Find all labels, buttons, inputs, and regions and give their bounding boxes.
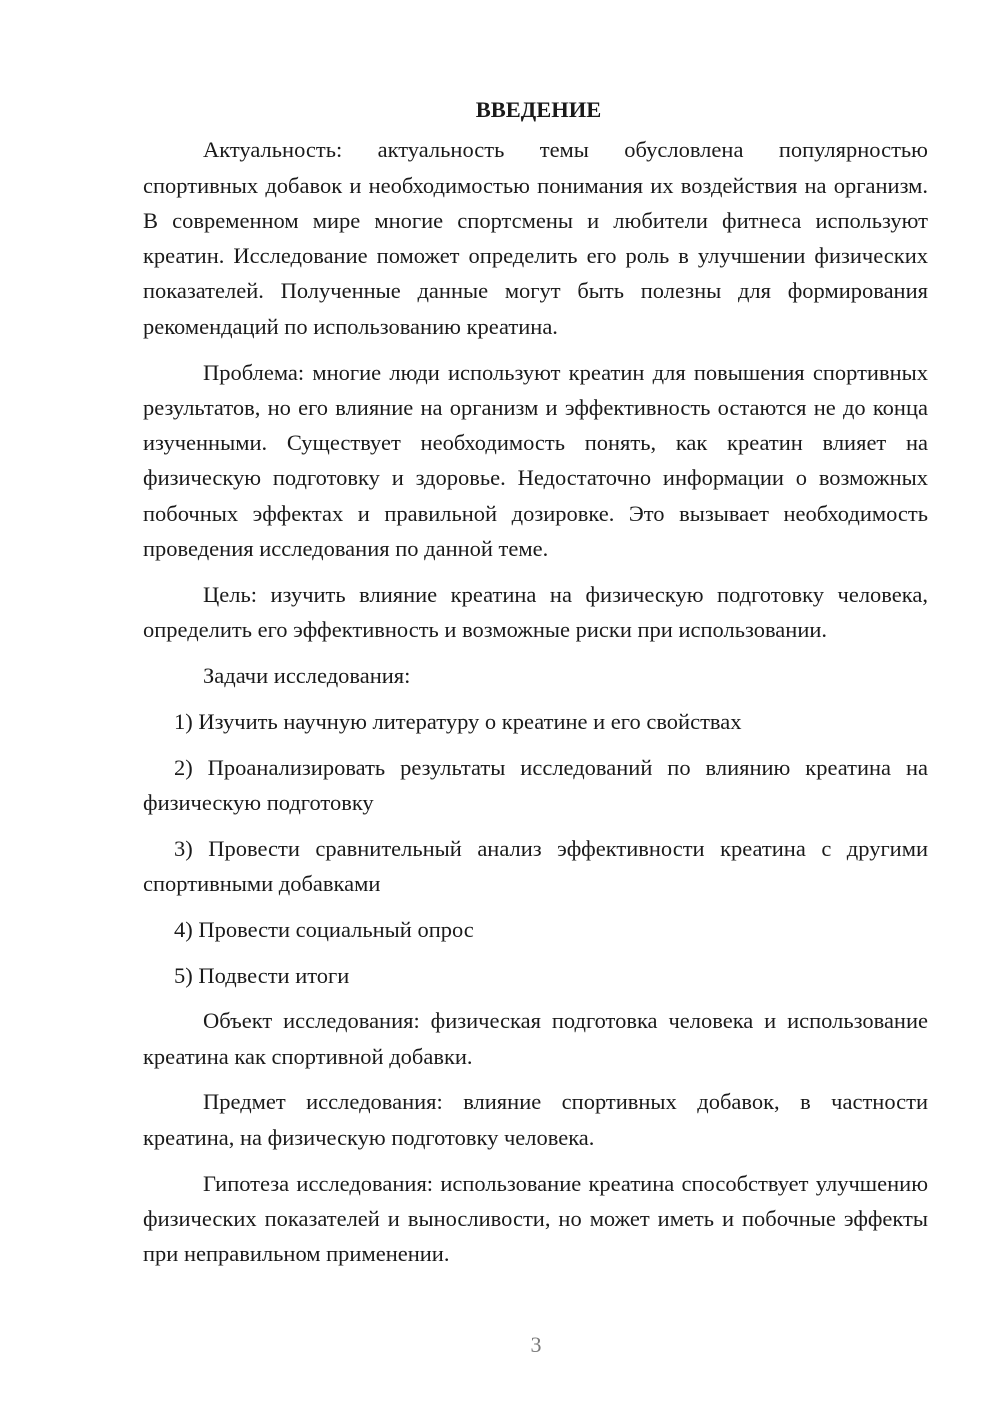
task-item: 2) Проанализировать результаты исследований по влиянию креатина на физическую подготовку bbox=[143, 754, 928, 815]
page-content bbox=[143, 92, 928, 1282]
task-item: 1) Изучить научную литературу о креатине и его свойствах bbox=[174, 708, 742, 734]
task-item: 4) Провести социальный опрос bbox=[174, 916, 474, 942]
relevance-paragraph: Актуальность: актуальность темы обусловлена популярностью спортивных добавок и необходимостью понимания их воздействия на организм. В современном мире многие спортсмены и любители фитнеса используют креатин. Исследование поможет определить его роль в улучшении физических показателей. Полученные данные могут быть полезны для формирования рекомендаций по использованию креатина. bbox=[143, 137, 928, 339]
task-item: 3) Провести сравнительный анализ эффективности креатина с другими спортивными добавками bbox=[143, 835, 928, 896]
subject-paragraph: Предмет исследования: влияние спортивных добавок, в частности креатина, на физическую подготовку человека. bbox=[143, 1089, 928, 1150]
goal-paragraph: Цель: изучить влияние креатина на физическую подготовку человека, определить его эффективность и возможные риски при использовании. bbox=[143, 581, 928, 643]
task-item: 5) Подвести итоги bbox=[174, 962, 350, 988]
problem-paragraph: Проблема: многие люди используют креатин для повышения спортивных результатов, но его влияние на организм и эффективность остаются не до конца изученными. Существует необходимость понять, как креатин влияет на физическую подготовку и здоровье. Недостаточно информации о возможных побочных эффектах и правильной дозировке. Это вызывает необходимость проведения исследования по данной теме. bbox=[143, 359, 928, 562]
hypothesis-paragraph: Гипотеза исследования: использование креатина способствует улучшению физических показателей и выносливости, но может иметь и побочные эффекты при неправильном применении. bbox=[143, 1170, 928, 1267]
page-number: 3 bbox=[530, 1332, 542, 1357]
section-heading: ВВЕДЕНИЕ bbox=[475, 97, 602, 122]
object-paragraph: Объект исследования: физическая подготовка человека и использование креатина как спортивной добавки. bbox=[143, 1008, 928, 1069]
tasks-title: Задачи исследования: bbox=[203, 662, 411, 688]
